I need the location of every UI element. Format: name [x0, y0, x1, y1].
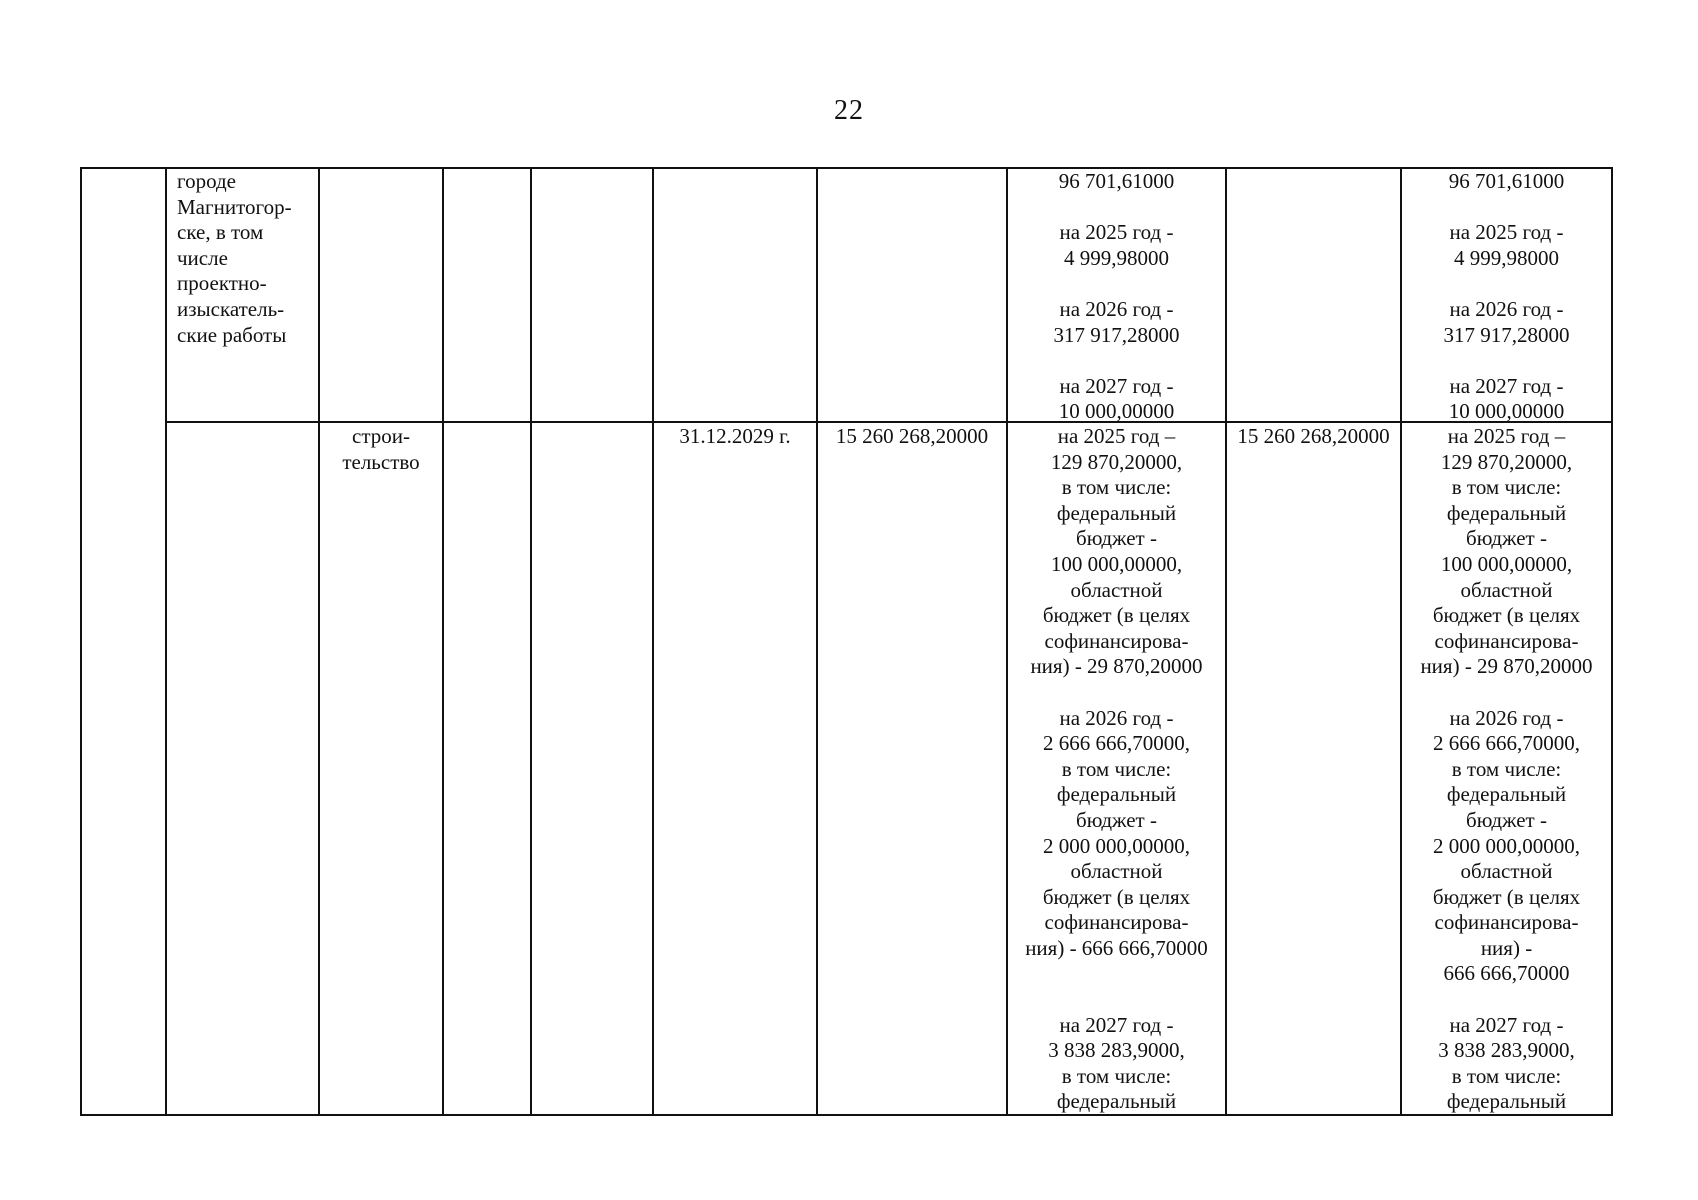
col-border — [530, 167, 532, 1116]
col-border — [442, 167, 444, 1116]
col-border — [165, 167, 167, 1116]
table-bottom-border — [80, 1114, 1613, 1116]
col-border — [318, 167, 320, 1116]
page-number: 22 — [834, 95, 864, 126]
col-border — [1611, 167, 1613, 1116]
financing-by-year-cell: на 2025 год – 129 870,20000, в том числе: федеральный бюджет - 100 000,00000, областной бюджет (в целях софинансирова- ния) - 29 870,20000 на 2026 год - 2 666 666,70000, в том числе: федеральный бюджет - 2 000 000,00000, областной бюджет (в целях софинансирова- ния) - 666 666,70000 на 2027 год - 3 838 283,9000, в том числе: федеральный — [1025, 424, 1208, 1114]
col-border — [652, 167, 654, 1116]
total-cost-cell-2: 15 260 268,20000 — [1237, 424, 1390, 448]
total-cost-cell: 15 260 268,20000 — [835, 424, 989, 448]
financing-by-year-cell-2: 96 701,61000 на 2025 год - 4 999,98000 на 2026 год - 317 917,28000 на 2027 год - 10 000,00000 — [1443, 169, 1570, 424]
object-name-cell: городе Магнитогор- ске, в том числе проектно- изыскатель- ские работы — [177, 169, 292, 347]
row-divider — [165, 421, 1613, 423]
col-border — [80, 167, 82, 1116]
financing-by-year-cell: 96 701,61000 на 2025 год - 4 999,98000 на 2026 год - 317 917,28000 на 2027 год - 10 000,00000 — [1053, 169, 1180, 424]
work-type-cell: строи- тельство — [342, 424, 420, 474]
col-border — [1225, 167, 1227, 1116]
financing-by-year-cell-2: на 2025 год – 129 870,20000, в том числе: федеральный бюджет - 100 000,00000, областной бюджет (в целях софинансирова- ния) - 29 870,20000 на 2026 год - 2 666 666,70000, в том числе: федеральный бюджет - 2 000 000,00000, областной бюджет (в целях софинансирова- ния) - 666 666,70000 на 2027 год - 3 838 283,9000, в том числе: федеральный — [1420, 424, 1593, 1114]
col-border — [816, 167, 818, 1116]
completion-date-cell: 31.12.2029 г. — [679, 424, 791, 448]
